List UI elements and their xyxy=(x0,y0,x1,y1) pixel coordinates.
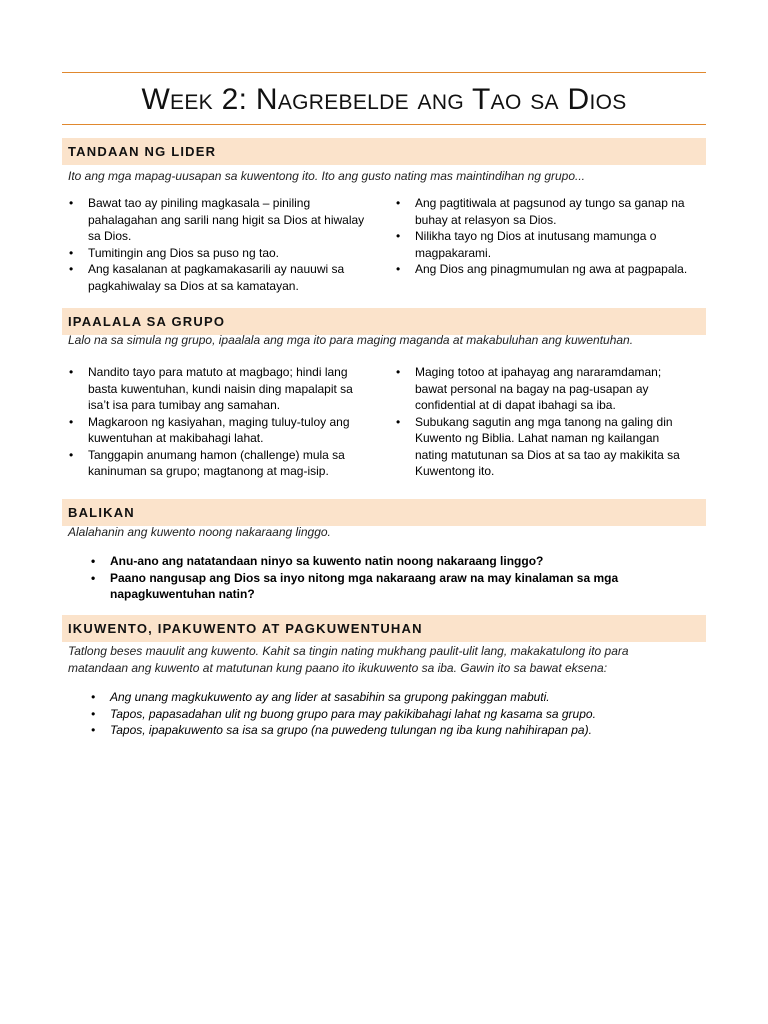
list-item: • Tapos, ipapakuwento sa isa sa grupo (na puwedeng tulungan ng iba kung nahihirapan pa). xyxy=(88,722,688,739)
list-item: • Ang kasalanan at pagkamakasarili ay nauuwi sa pagkahiwalay sa Dios at sa kamatayan. xyxy=(66,261,372,294)
ipaalala-left-list xyxy=(66,364,372,480)
section-heading-tandaan: TANDAAN NG LIDER xyxy=(62,138,706,165)
list-item: • Ang Dios ang pinagmumulan ng awa at pagpapala. xyxy=(393,261,705,278)
list-item: • Tumitingin ang Dios sa puso ng tao. xyxy=(66,245,372,262)
list-item: • Ang pagtitiwala at pagsunod ay tungo sa ganap na buhay at relasyon sa Dios. xyxy=(393,195,705,228)
ikuwento-list xyxy=(88,689,688,739)
list-item: • Tanggapin anumang hamon (challenge) mula sa kaninuman sa grupo; magtanong at mag-isip. xyxy=(66,447,372,480)
section-intro-ipaalala: Lalo na sa simula ng grupo, ipaalala ang mga ito para maging maganda at makabuluhan ang kuwentuhan. xyxy=(68,333,634,347)
list-item: • Anu-ano ang natatandaan ninyo sa kuwento natin noong nakaraang linggo? xyxy=(88,553,648,570)
list-item: • Subukang sagutin ang mga tanong na galing din Kuwento ng Biblia. Lahat naman ng kailangan nating matutunan sa Dios at sa tao ay makikita sa Kuwentong ito. xyxy=(393,414,691,480)
ipaalala-right-list xyxy=(393,364,691,480)
section-intro-balikan: Alalahanin ang kuwento noong nakaraang linggo. xyxy=(68,525,331,539)
list-item: • Nilikha tayo ng Dios at inutusang mamunga o magpakarami. xyxy=(393,228,705,261)
list-item: • Paano nangusap ang Dios sa inyo nitong mga nakaraang araw na may kinalaman sa mga napagkuwentuhan natin? xyxy=(88,570,648,603)
tandaan-right-list xyxy=(393,195,705,278)
tandaan-left-list xyxy=(66,195,372,294)
top-rule xyxy=(62,72,706,73)
list-item: • Bawat tao ay piniling magkasala – piniling pahalagahan ang sarili nang higit sa Dios at hiwalay sa Dios. xyxy=(66,195,372,245)
list-item: • Maging totoo at ipahayag ang nararamdaman; bawat personal na bagay na pag-usapan ay confidential at di dapat ibahagi sa iba. xyxy=(393,364,691,414)
balikan-list xyxy=(88,553,648,603)
section-heading-ikuwento: IKUWENTO, IPAKUWENTO AT PAGKUWENTUHAN xyxy=(62,615,706,642)
section-intro-tandaan: Ito ang mga mapag-uusapan sa kuwentong ito. Ito ang gusto nating mas maintindihan ng grupo... xyxy=(68,169,586,183)
list-item: • Tapos, papasadahan ulit ng buong grupo para may pakikibahagi lahat ng kasama sa grupo. xyxy=(88,706,688,723)
section-heading-ipaalala: IPAALALA SA GRUPO xyxy=(62,308,706,335)
list-item: • Ang unang magkukuwento ay ang lider at sasabihin sa grupong pakinggan mabuti. xyxy=(88,689,688,706)
title-rule xyxy=(62,124,706,125)
page-title: Week 2: Nagrebelde ang Tao sa Dios xyxy=(141,83,627,116)
section-heading-balikan: BALIKAN xyxy=(62,499,706,526)
list-item: • Magkaroon ng kasiyahan, maging tuluy-tuloy ang kuwentuhan at makibahagi lahat. xyxy=(66,414,372,447)
list-item: • Nandito tayo para matuto at magbago; hindi lang basta kuwentuhan, kundi naisin ding mapalapit sa isa’t isa para tumibay ang samahan. xyxy=(66,364,372,414)
section-intro-ikuwento: Tatlong beses mauulit ang kuwento. Kahit sa tingin nating mukhang paulit-ulit lang, makakatulong ito para matandaan ang kuwento at matutunan kung paano ito ikukuwento sa iba. Gawin ito sa bawat eksena: xyxy=(68,644,629,675)
